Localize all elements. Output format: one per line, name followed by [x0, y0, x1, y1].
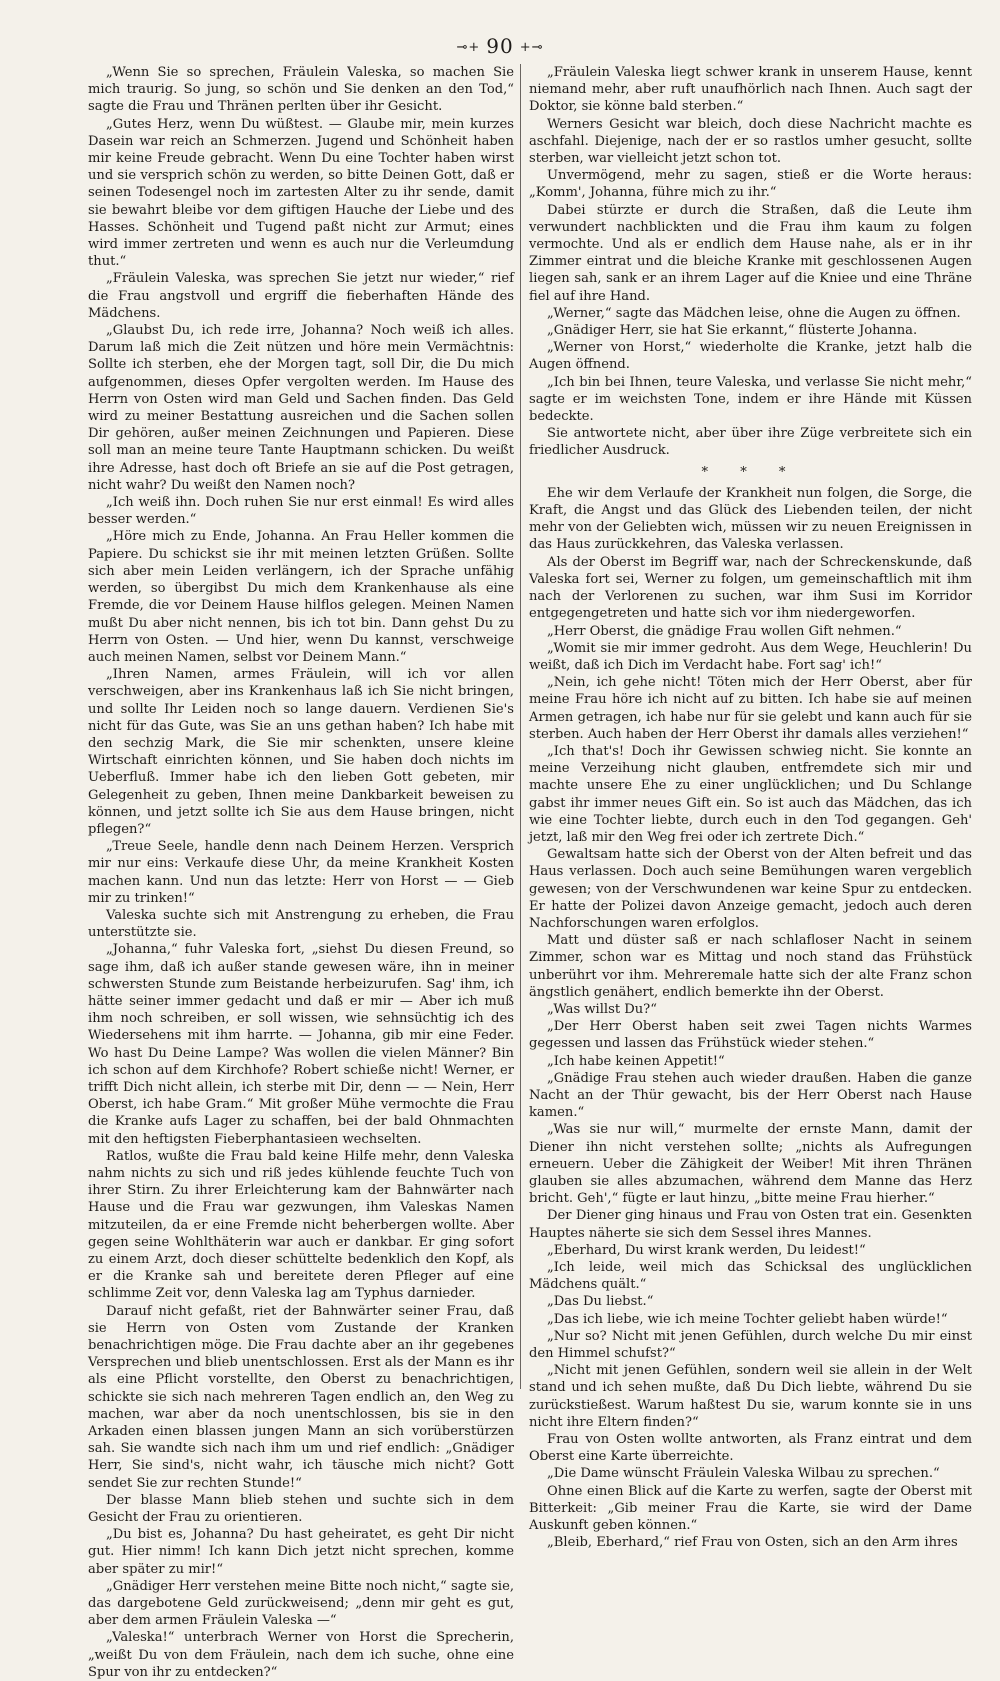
right-column: [529, 64, 972, 1551]
paragraph: „Die Dame wünscht Fräulein Valeska Wilbau zu sprechen.“: [547, 1466, 940, 1482]
paragraph: Ratlos, wußte die Frau bald keine Hilfe mehr, denn Valeska nahm nichts zu sich und riß jedes kühlende feuchte Tuch von ihrer Stirn. Zu ihrer Erleichterung kam der Bahnwärter nach Hause und die Frau war gezwungen, ihm Valeskas Namen mitzuteilen, da er eine Fremde nicht beherbergen wollte. Aber gegen seine Wohlthäterin war auch er dankbar. Er ging sofort zu einem Arzt, doch dieser schüttelte bedenklich den Kopf, als er die Kranke sah und bereitete deren Pfleger auf eine schlimme Zeit vor, denn Valeska lag am Typhus darnieder.: [88, 1148, 514, 1302]
paragraph: „Womit sie mir immer gedroht. Aus dem Wege, Heuchlerin! Du weißt, daß ich Dich im Verdacht habe. Fort sag' ich!“: [529, 640, 972, 673]
paragraph: Matt und düster saß er nach schlafloser Nacht in seinem Zimmer, schon war es Mittag und noch stand das Frühstück unberührt vor ihm. Mehreremale hatte sich der alte Franz schon ängstlich genähert, endlich bemerkte ihn der Oberst.: [529, 933, 972, 1000]
paragraph: „Glaubst Du, ich rede irre, Johanna? Noch weiß ich alles. Darum laß mich die Zeit nützen und höre mein Vermächtnis: Sollte ich sterben, ehe der Morgen tagt, soll Dir, die Du mich aufgenommen, dieses Opfer vergolten werden. Im Hause des Herrn von Osten wird man Geld und Sachen finden. Das Geld wird zu meiner Bestattung ausreichen und die Sachen sollen Dir gehören, außer meinen Zeichnungen und Papieren. Diese soll man an meine teure Tante Hauptmann schicken. Du weißt ihre Adresse, hast doch oft Briefe an sie auf die Post getragen, nicht wahr? Du weißt den Namen noch?: [88, 323, 514, 493]
paragraph: „Gutes Herz, wenn Du wüßtest. — Glaube mir, mein kurzes Dasein war reich an Schmerzen. Jugend und Schönheit haben mir keine Freude gebracht. Wenn Du eine Tochter haben wirst und sie versprich schön zu werden, so bitte Deinen Gott, daß er seinen Todesengel noch im zartesten Alter zu ihr sende, damit sie bewahrt bleibe vor dem giftigen Hauche der Liebe und des Hasses. Schönheit und Tugend paßt nicht zur Armut; eines wird immer zertreten und wenn es auch nur die Verleumdung thut.“: [88, 116, 514, 270]
section-break: * * *: [701, 464, 800, 480]
paragraph: „Fräulein Valeska, was sprechen Sie jetzt nur wieder,“ rief die Frau angstvoll und ergriff die fieberhaften Hände des Mädchens.: [88, 271, 514, 321]
paragraph: Frau von Osten wollte antworten, als Franz eintrat und dem Oberst eine Karte überreichte.: [529, 1432, 972, 1465]
paragraph: Ohne einen Blick auf die Karte zu werfen, sagte der Oberst mit Bitterkeit: „Gib meiner Frau die Karte, sie wird der Dame Auskunft geben können.“: [529, 1483, 972, 1534]
paragraph: „Ihren Namen, armes Fräulein, will ich vor allen verschweigen, aber ins Krankenhaus laß ich Sie nicht bringen, und sollte Ihr Leiden noch so lange dauern. Verdienen Sie's nicht für das Gute, was Sie an uns gethan haben? Ich habe mit den sechzig Mark, die Sie mir schenkten, unsere kleine Wirtschaft einrichten können, und Sie haben doch nichts im Ueberfluß. Immer habe ich den lieben Gott gebeten, mir Gelegenheit zu geben, Ihnen meine Dankbarkeit beweisen zu können, und jetzt sollte ich Sie aus dem Hause bringen, nicht pflegen?“: [88, 667, 514, 837]
paragraph: Valeska suchte sich mit Anstrengung zu erheben, die Frau unterstützte sie.: [88, 907, 514, 941]
paragraph: „Der Herr Oberst haben seit zwei Tagen nichts Warmes gegessen und lassen das Frühstück wieder stehen.“: [529, 1019, 972, 1052]
paragraph: Darauf nicht gefaßt, riet der Bahnwärter seiner Frau, daß sie Herrn von Osten vom Zustande der Kranken benachrichtigen möge. Die Frau dachte aber an ihr gegebenes Versprechen und blieb unentschlossen. Erst als der Mann es ihr als eine Pflicht vorstellte, den Oberst zu benachrichtigen, schickte sie sich nach mehreren Tagen endlich an, den Weg zu machen, war aber da noch unentschlossen, bis sie in den Arkaden einen blassen jungen Mann an sich vorüberstürzen sah. Sie wandte sich nach ihm um und rief endlich: „Gnädiger Herr, Sie sind's, nicht wahr, ich täusche mich nicht? Gott sendet Sie zur rechten Stunde!“: [88, 1303, 514, 1491]
column-rule: [520, 64, 521, 1389]
paragraph: „Eberhard, Du wirst krank werden, Du leidest!“: [547, 1242, 866, 1258]
paragraph: Der blasse Mann blieb stehen und suchte sich in dem Gesicht der Frau zu orientieren.: [88, 1492, 514, 1526]
paragraph: Werners Gesicht war bleich, doch diese Nachricht machte es aschfahl. Diejenige, nach der er so rastlos umher gesucht, sollte sterben, war vielleicht jetzt schon tot.: [529, 116, 972, 167]
paragraph: „Gnädige Frau stehen auch wieder draußen. Haben die ganze Nacht an der Thür gewacht, bis der Herr Oberst nach Hause kamen.“: [529, 1070, 972, 1121]
paragraph: „Höre mich zu Ende, Johanna. An Frau Heller kommen die Papiere. Du schickst sie ihr mit meinen letzten Grüßen. Sollte sich aber mein Leiden verlängern, ich der Sprache unfähig werden, so übergibst Du mich dem Krankenhause als eine Fremde, die vor Deinem Hause hilflos gelegen. Meinen Namen mußt Du aber nicht nennen, bis ich tot bin. Dann gehst Du zu Herrn von Osten. — Und hier, wenn Du kannst, verschweige auch meinen Namen, selbst vor Deinem Mann.“: [88, 529, 514, 665]
right-column-part-2: [529, 485, 972, 1552]
paragraph: „Ich that's! Doch ihr Gewissen schwieg nicht. Sie konnte an meine Verzeihung nicht glauben, entfremdete sich mir und machte unsere Ehe zu einer unglücklichen; und Du Schlange gabst ihr immer neues Gift ein. So ist auch das Mädchen, das ich wie eine Tochter liebte, durch euch in den Tod gegangen. Geh' jetzt, laß mir den Weg frei oder ich zertrete Dich.“: [529, 743, 972, 845]
paragraph: „Fräulein Valeska liegt schwer krank in unserem Hause, kennt niemand mehr, aber ruft unaufhörlich nach Ihnen. Auch sagt der Doktor, sie könne bald sterben.“: [529, 65, 972, 115]
paragraph: Sie antwortete nicht, aber über ihre Züge verbreitete sich ein friedlicher Ausdruck.: [529, 426, 972, 459]
paragraph: „Herr Oberst, die gnädige Frau wollen Gift nehmen.“: [547, 623, 902, 639]
paragraph: „Ich habe keinen Appetit!“: [547, 1053, 725, 1069]
paragraph: „Du bist es, Johanna? Du hast geheiratet, es geht Dir nicht gut. Hier nimm! Ich kann Dich jetzt nicht sprechen, komme aber später zu mir!“: [88, 1527, 514, 1577]
page-header: [0, 34, 1000, 58]
paragraph: „Wenn Sie so sprechen, Fräulein Valeska, so machen Sie mich traurig. So jung, so schön und Sie denken an den Tod,“ sagte die Frau und Thränen perlten über ihr Gesicht.: [88, 65, 514, 115]
paragraph: „Das Du liebst.“: [547, 1294, 654, 1310]
left-ornament: ⊸+: [456, 40, 481, 55]
paragraph: „Valeska!“ unterbrach Werner von Horst die Sprecherin, „weißt Du von dem Fräulein, nach dem ich suche, ohne eine Spur von ihr zu entdecken?“: [88, 1630, 514, 1680]
paragraph: Dabei stürzte er durch die Straßen, daß die Leute ihm verwundert nachblickten und die Frau ihm kaum zu folgen vermochte. Und als er endlich dem Hause nahe, als er in ihr Zimmer eintrat und die bleiche Kranke mit geschlossenen Augen liegen sah, sank er an ihrem Lager auf die Kniee und eine Thräne fiel auf ihre Hand.: [529, 202, 972, 304]
paragraph: „Treue Seele, handle denn nach Deinem Herzen. Versprich mir nur eins: Verkaufe diese Uhr, da meine Krankheit Kosten machen kann. Und nun das letzte: Herr von Horst — — Gieb mir zu trinken!“: [88, 839, 514, 906]
paragraph: „Werner von Horst,“ wiederholte die Kranke, jetzt halb die Augen öffnend.: [529, 340, 972, 373]
paragraph: „Gnädiger Herr, sie hat Sie erkannt,“ flüsterte Johanna.: [547, 323, 918, 339]
paragraph: Gewaltsam hatte sich der Oberst von der Alten befreit und das Haus verlassen. Doch auch seine Bemühungen waren vergeblich gewesen; von der Verschwundenen war keine Spur zu entdecken. Er hatte der Polizei davon Anzeige gemacht, jedoch auch deren Nachforschungen waren erfolglos.: [529, 847, 972, 931]
paragraph: „Bleib, Eberhard,“ rief Frau von Osten, sich an den Arm ihres: [547, 1535, 958, 1551]
paragraph: „Ich leide, weil mich das Schicksal des unglücklichen Mädchens quält.“: [529, 1260, 972, 1293]
right-ornament: +⊸: [519, 40, 544, 55]
paragraph: „Johanna,“ fuhr Valeska fort, „siehst Du diesen Freund, so sage ihm, daß ich außer stande gewesen wäre, ihn in meiner schwersten Stunde zum Beistande herbeizurufen. Sag' ihm, ich hätte seiner immer gedacht und daß er mir — Aber ich muß ihm noch schreiben, er soll wissen, wie sehnsüchtig ich des Wiedersehens mit ihm harrte. — Johanna, gib mir eine Feder. Wo hast Du Deine Lampe? Was wollen die vielen Männer? Bin ich schon auf dem Kirchhofe? Robert schieße nicht! Werner, er trifft Dich nicht allein, ich sterbe mit Dir, denn — — Nein, Herr Oberst, ich habe Gram.“ Mit großer Mühe vermochte die Frau die Kranke aufs Lager zu schaffen, bei der bald Ohnmachten mit den heftigsten Fieberphantasieen wechselten.: [88, 942, 514, 1147]
paragraph: „Nur so? Nicht mit jenen Gefühlen, durch welche Du mir einst den Himmel schufst?“: [529, 1328, 972, 1362]
paragraph: Als der Oberst im Begriff war, nach der Schreckenskunde, daß Valeska fort sei, Werner zu folgen, um gemeinschaftlich mit ihm nach der Verlorenen zu suchen, war ihm Susi im Korridor entgegengetreten und hatte sich vor ihm niedergeworfen.: [529, 554, 972, 622]
paragraph: „Ich weiß ihn. Doch ruhen Sie nur erst einmal! Es wird alles besser werden.“: [88, 495, 514, 528]
paragraph: „Was sie nur will,“ murmelte der ernste Mann, damit der Diener ihn nicht verstehen sollte; „nichts als Aufregungen erneuern. Ueber die Zähigkeit der Weiber! Mit ihren Thränen glauben sie alles abzumachen, während dem Manne das Herz bricht. Geh',“ fügte er laut hinzu, „bitte meine Frau hierher.“: [529, 1122, 972, 1207]
right-column-part-1: [529, 64, 972, 460]
paragraph: Ehe wir dem Verlaufe der Krankheit nun folgen, die Sorge, die Kraft, die Angst und das Glück des Liebenden teilen, der nicht mehr von der Geliebten wich, müssen wir zu neuen Ereignissen in das Haus zurückkehren, das Valeska verlassen.: [529, 485, 972, 553]
page-number: 90: [486, 34, 514, 58]
left-column: [88, 64, 514, 1680]
paragraph: Unvermögend, mehr zu sagen, stieß er die Worte heraus: „Komm', Johanna, führe mich zu ihr.“: [529, 168, 972, 201]
paragraph: „Werner,“ sagte das Mädchen leise, ohne die Augen zu öffnen.: [547, 305, 961, 321]
paragraph: „Was willst Du?“: [547, 1001, 657, 1017]
paragraph: „Gnädiger Herr verstehen meine Bitte noch nicht,“ sagte sie, das dargebotene Geld zurückweisend; „denn mir geht es gut, aber dem armen Fräulein Valeska —“: [88, 1578, 514, 1629]
paragraph: Der Diener ging hinaus und Frau von Osten trat ein. Gesenkten Hauptes näherte sie sich dem Sessel ihres Mannes.: [529, 1208, 972, 1241]
paragraph: „Nein, ich gehe nicht! Töten mich der Herr Oberst, aber für meine Frau höre ich nicht auf zu bitten. Ich habe sie auf meinen Armen getragen, ich habe nur für sie gelebt und kann auch für sie sterben. Auch haben der Herr Oberst ihr damals alles verziehen!“: [529, 675, 972, 742]
paragraph: „Ich bin bei Ihnen, teure Valeska, und verlasse Sie nicht mehr,“ sagte er im weichsten Tone, indem er ihre Hände mit Küssen bedeckte.: [529, 374, 972, 425]
paragraph: „Nicht mit jenen Gefühlen, sondern weil sie allein in der Welt stand und ich sehen mußte, daß Du Dich liebte, während Du sie zurückstießest. Warum haßtest Du sie, warum konnte sie in uns nicht ihre Eltern finden?“: [529, 1363, 972, 1430]
paragraph: „Das ich liebe, wie ich meine Tochter geliebt haben würde!“: [547, 1311, 948, 1327]
